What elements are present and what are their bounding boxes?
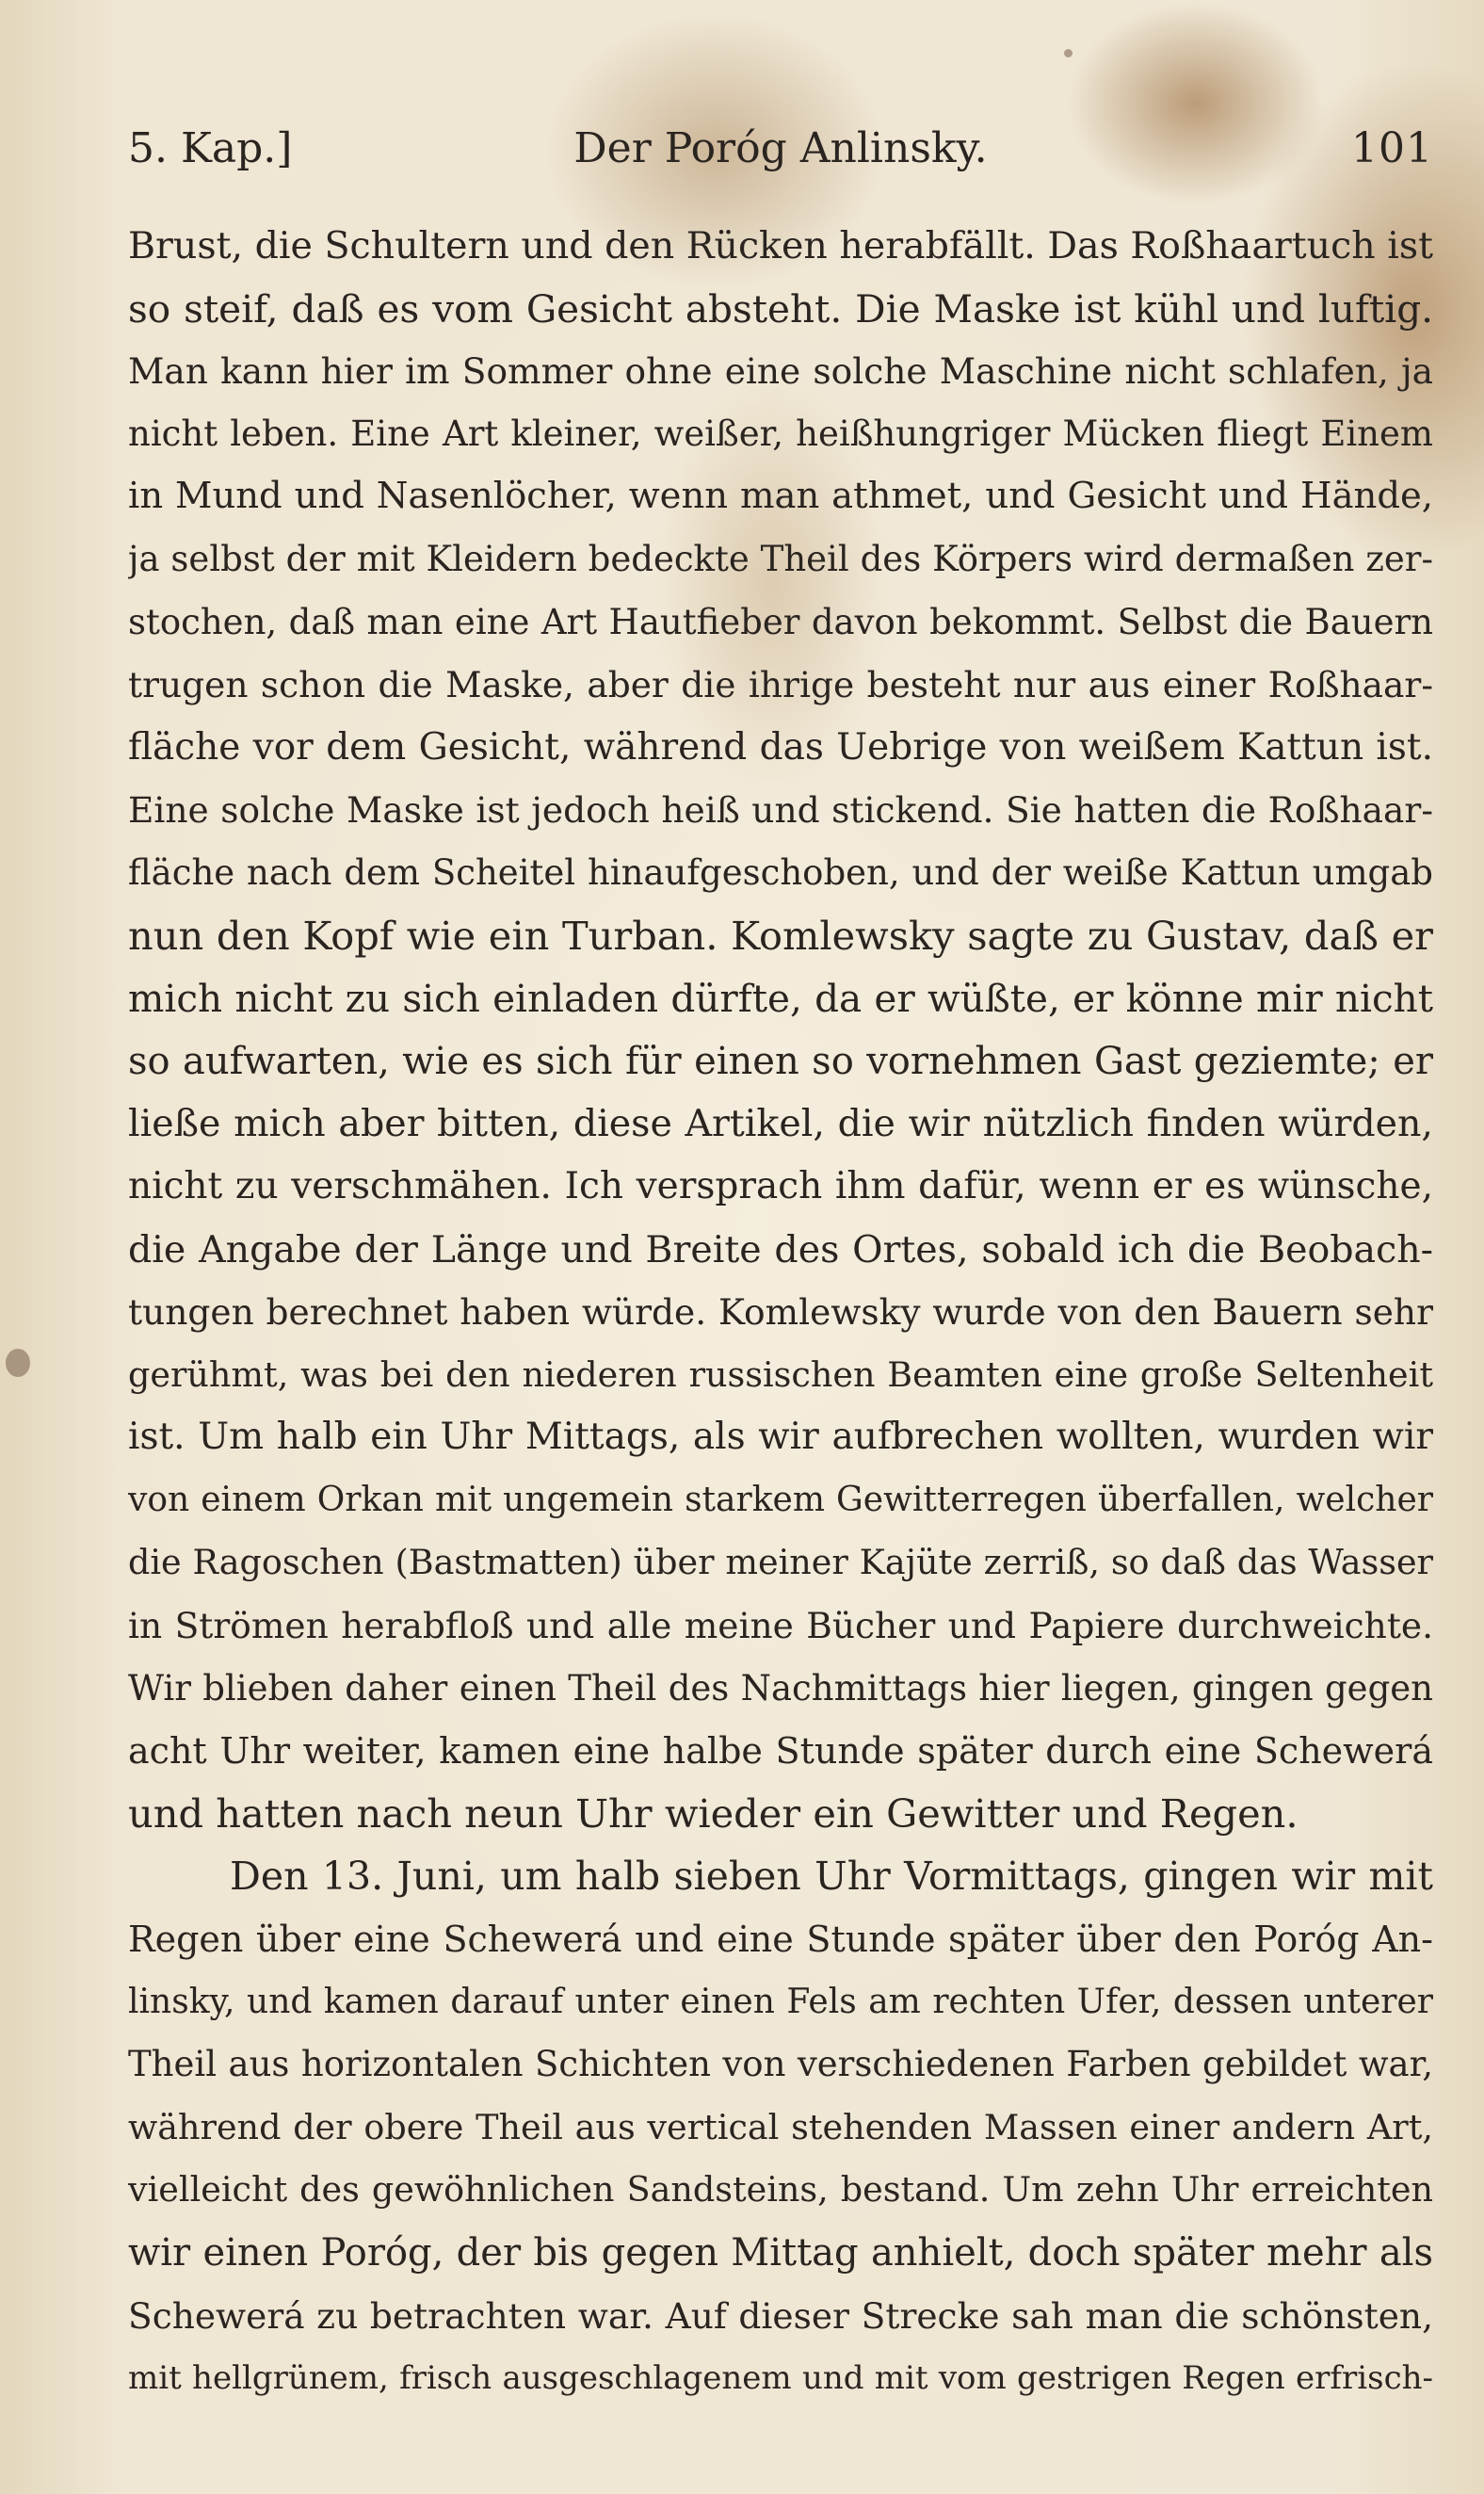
chapter-label: 5. Kap.] <box>128 124 293 172</box>
text-line: wir einen Poróg, der bis gegen Mittag anhielt, doch später mehr als <box>128 2231 1433 2275</box>
text-line: fläche nach dem Scheitel hinaufgeschoben, und der weiße Kattun umgab <box>128 851 1433 893</box>
text-line: die Angabe der Länge und Breite des Ortes, sobald ich die Beobach- <box>128 1227 1433 1271</box>
text-line: die Ragoschen (Bastmatten) über meiner Kajüte zerriß, so daß das Wasser <box>128 1542 1433 1583</box>
ink-speck <box>1064 49 1073 57</box>
text-line: in Mund und Nasenlöcher, wenn man athmet, und Gesicht und Hände, <box>128 475 1433 518</box>
text-line: Eine solche Maske ist jedoch heiß und stickend. Sie hatten die Roßhaar- <box>128 789 1433 832</box>
text-line: tungen berechnet haben würde. Komlewsky wurde von den Bauern sehr <box>128 1291 1433 1334</box>
text-line: ja selbst der mit Kleidern bedeckte Theil des Körpers wird dermaßen zer- <box>128 538 1433 579</box>
text-line: Theil aus horizontalen Schichten von verschiedenen Farben gebildet war, <box>128 2044 1433 2085</box>
ink-speck <box>6 1349 30 1377</box>
text-line: von einem Orkan mit ungemein starkem Gewitterregen überfallen, welcher <box>128 1480 1433 1519</box>
text-line: linsky, und kamen darauf unter einen Fels am rechten Ufer, dessen unterer <box>128 1982 1433 2021</box>
text-line: so aufwarten, wie es sich für einen so vornehmen Gast geziemte; er <box>128 1039 1433 1083</box>
text-line: während der obere Theil aus vertical stehenden Massen einer andern Art, <box>128 2106 1433 2147</box>
running-header <box>128 121 1433 177</box>
text-line: mit hellgrünem, frisch ausgeschlagenem und mit vom gestrigen Regen erfrisch- <box>128 2359 1433 2398</box>
text-line: nun den Kopf wie ein Turban. Komlewsky sagte zu Gustav, daß er <box>128 912 1433 959</box>
text-line: Regen über eine Schewerá und eine Stunde später über den Poróg An- <box>128 1919 1433 1961</box>
text-line: trugen schon die Maske, aber die ihrige besteht nur aus einer Roßhaar- <box>128 664 1433 706</box>
page-number: 101 <box>1351 124 1433 172</box>
text-line: nicht leben. Eine Art kleiner, weißer, heißhungriger Mücken fliegt Einem <box>128 413 1433 454</box>
text-line: fläche vor dem Gesicht, während das Uebrige von weißem Kattun ist. <box>128 725 1433 769</box>
text-line: ließe mich aber bitten, diese Artikel, die wir nützlich finden würden, <box>128 1102 1433 1146</box>
text-line: vielleicht des gewöhnlichen Sandsteins, bestand. Um zehn Uhr erreichten <box>128 2169 1433 2211</box>
text-line: nicht zu verschmähen. Ich versprach ihm dafür, wenn er es wünsche, <box>128 1164 1433 1207</box>
text-line: stochen, daß man eine Art Hautfieber davon bekommt. Selbst die Bauern <box>128 601 1433 642</box>
text-line: mich nicht zu sich einladen dürfte, da er wüßte, er könne mir nicht <box>128 976 1433 1022</box>
text-line: in Strömen herabfloß und alle meine Bücher und Papiere durchweichte. <box>128 1605 1433 1647</box>
body-text <box>128 215 1433 2410</box>
text-line: Brust, die Schultern und den Rücken herabfällt. Das Roßhaartuch ist <box>128 224 1433 267</box>
text-line: acht Uhr weiter, kamen eine halbe Stunde später durch eine Schewerá <box>128 1730 1433 1773</box>
running-title: Der Poróg Anlinsky. <box>573 124 988 172</box>
paragraph-last-line: und hatten nach neun Uhr wieder ein Gewitter und Regen. <box>128 1790 1298 1837</box>
text-line: Schewerá zu betrachten war. Auf dieser Strecke sah man die schönsten, <box>128 2294 1433 2337</box>
text-line: ist. Um halb ein Uhr Mittags, als wir aufbrechen wollten, wurden wir <box>128 1416 1433 1459</box>
text-line: Wir blieben daher einen Theil des Nachmittags hier liegen, gingen gegen <box>128 1667 1433 1709</box>
text-line: Man kann hier im Sommer ohne eine solche Maschine nicht schlafen, ja <box>128 350 1433 393</box>
text-line: gerühmt, was bei den niederen russischen Beamten eine große Seltenheit <box>128 1353 1433 1395</box>
text-line: so steif, daß es vom Gesicht absteht. Die Maske ist kühl und luftig. <box>128 285 1433 332</box>
paragraph-first-line: Den 13. Juni, um halb sieben Uhr Vormittags, gingen wir mit <box>230 1854 1433 1900</box>
